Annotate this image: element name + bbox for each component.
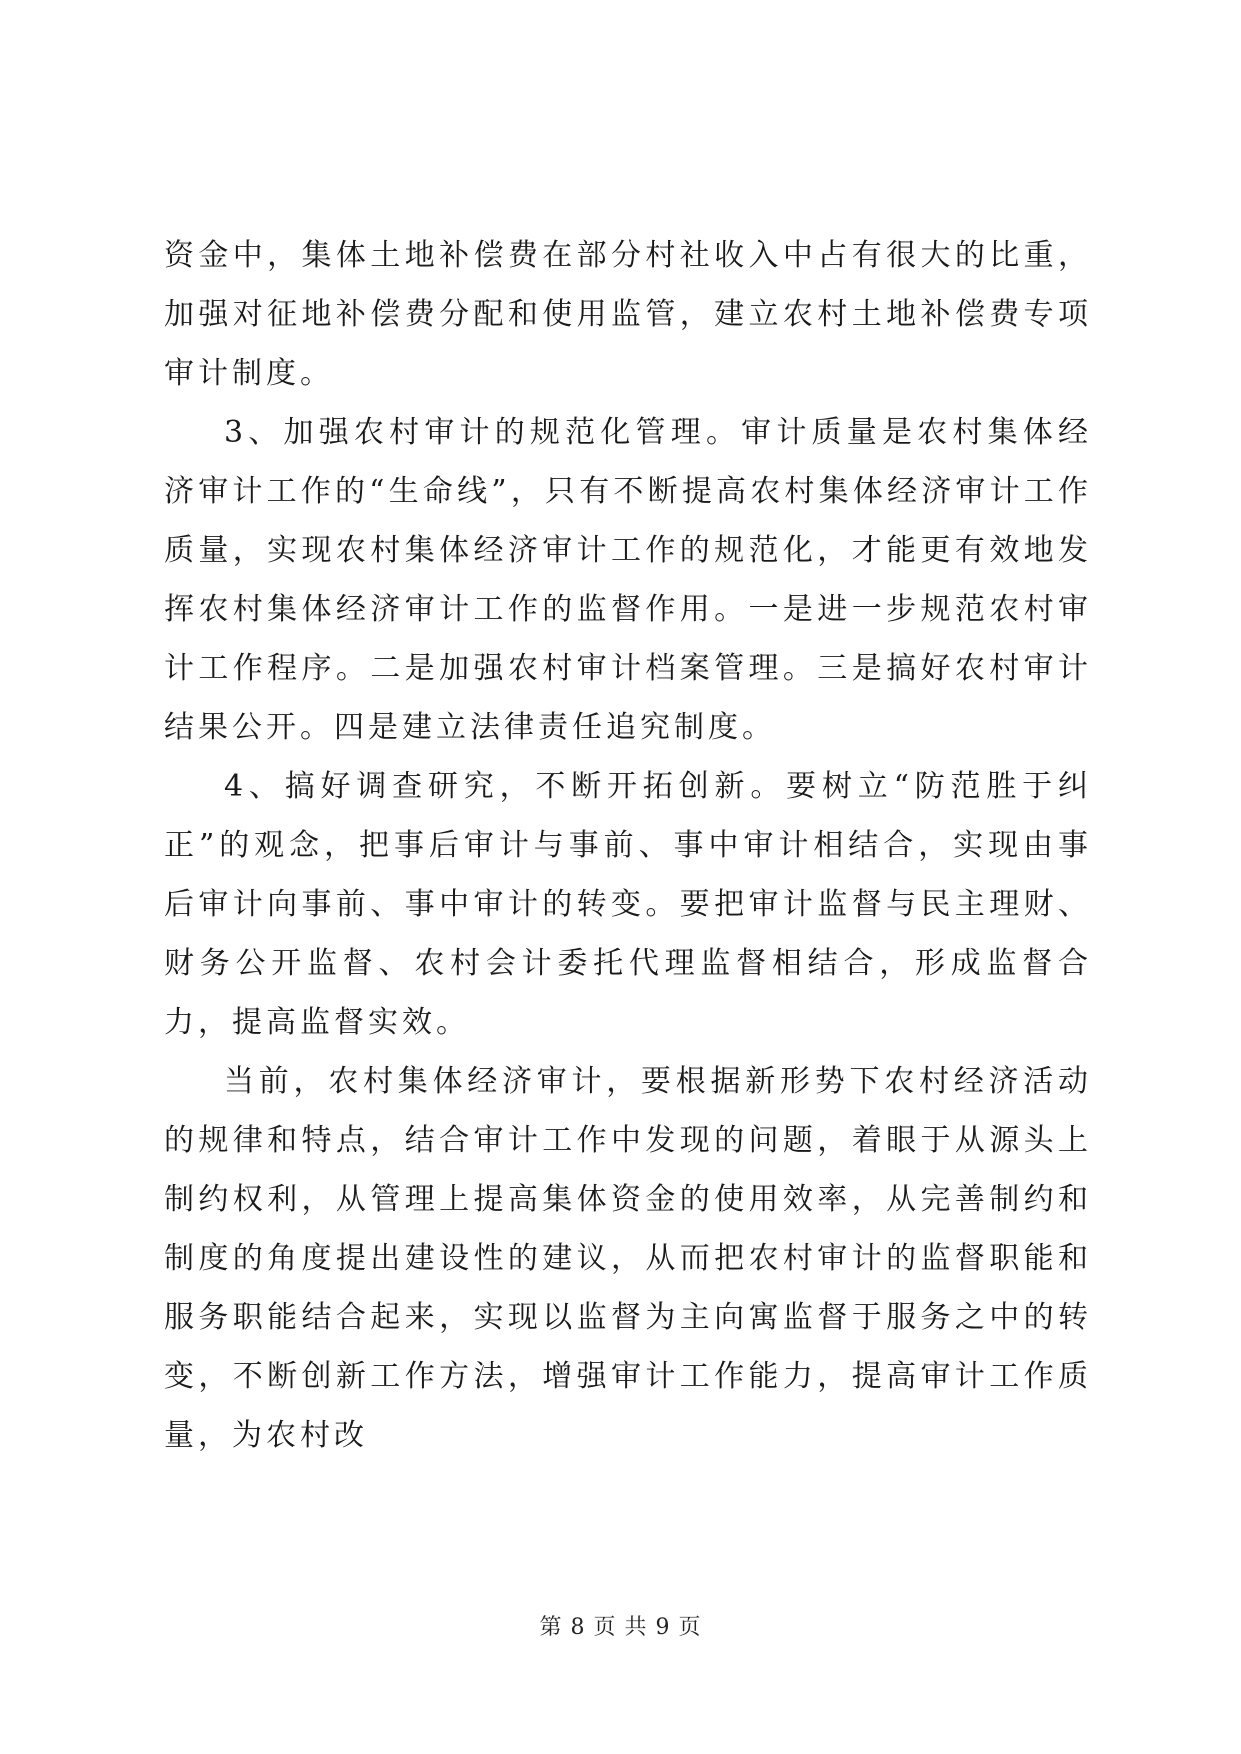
paragraph-continuation: 资金中，集体土地补偿费在部分村社收入中占有很大的比重，加强对征地补偿费分配和使用监管，建立农村土地补偿费专项审计制度。 — [164, 238, 1092, 391]
paragraph-current: 当前，农村集体经济审计，要根据新形势下农村经济活动的规律和特点，结合审计工作中发现的问题，着眼于从源头上制约权利，从管理上提高集体资金的使用效率，从完善制约和制度的角度提出建设性的建议，从而把农村审计的监督职能和服务职能结合起来，实现以监督为主向寓监督于服务之中的转变，不断创新工作方法，增强审计工作能力，提高审计工作质量，为农村改 — [164, 1064, 1092, 1453]
paragraph-item-3: 3、加强农村审计的规范化管理。审计质量是农村集体经济审计工作的“生命线”，只有不断提高农村集体经济审计工作质量，实现农村集体经济审计工作的规范化，才能更有效地发挥农村集体经济审计工作的监督作用。一是进一步规范农村审计工作程序。二是加强农村审计档案管理。三是搞好农村审计结果公开。四是建立法律责任追究制度。 — [164, 415, 1092, 745]
paragraph-item-4: 4、搞好调查研究，不断开拓创新。要树立“防范胜于纠正”的观念，把事后审计与事前、事中审计相结合，实现由事后审计向事前、事中审计的转变。要把审计监督与民主理财、财务公开监督、农村会计委托代理监督相结合，形成监督合力，提高监督实效。 — [164, 769, 1092, 1040]
page-number-footer: 第 8 页 共 9 页 — [539, 1615, 702, 1640]
document-body — [164, 226, 1092, 1465]
